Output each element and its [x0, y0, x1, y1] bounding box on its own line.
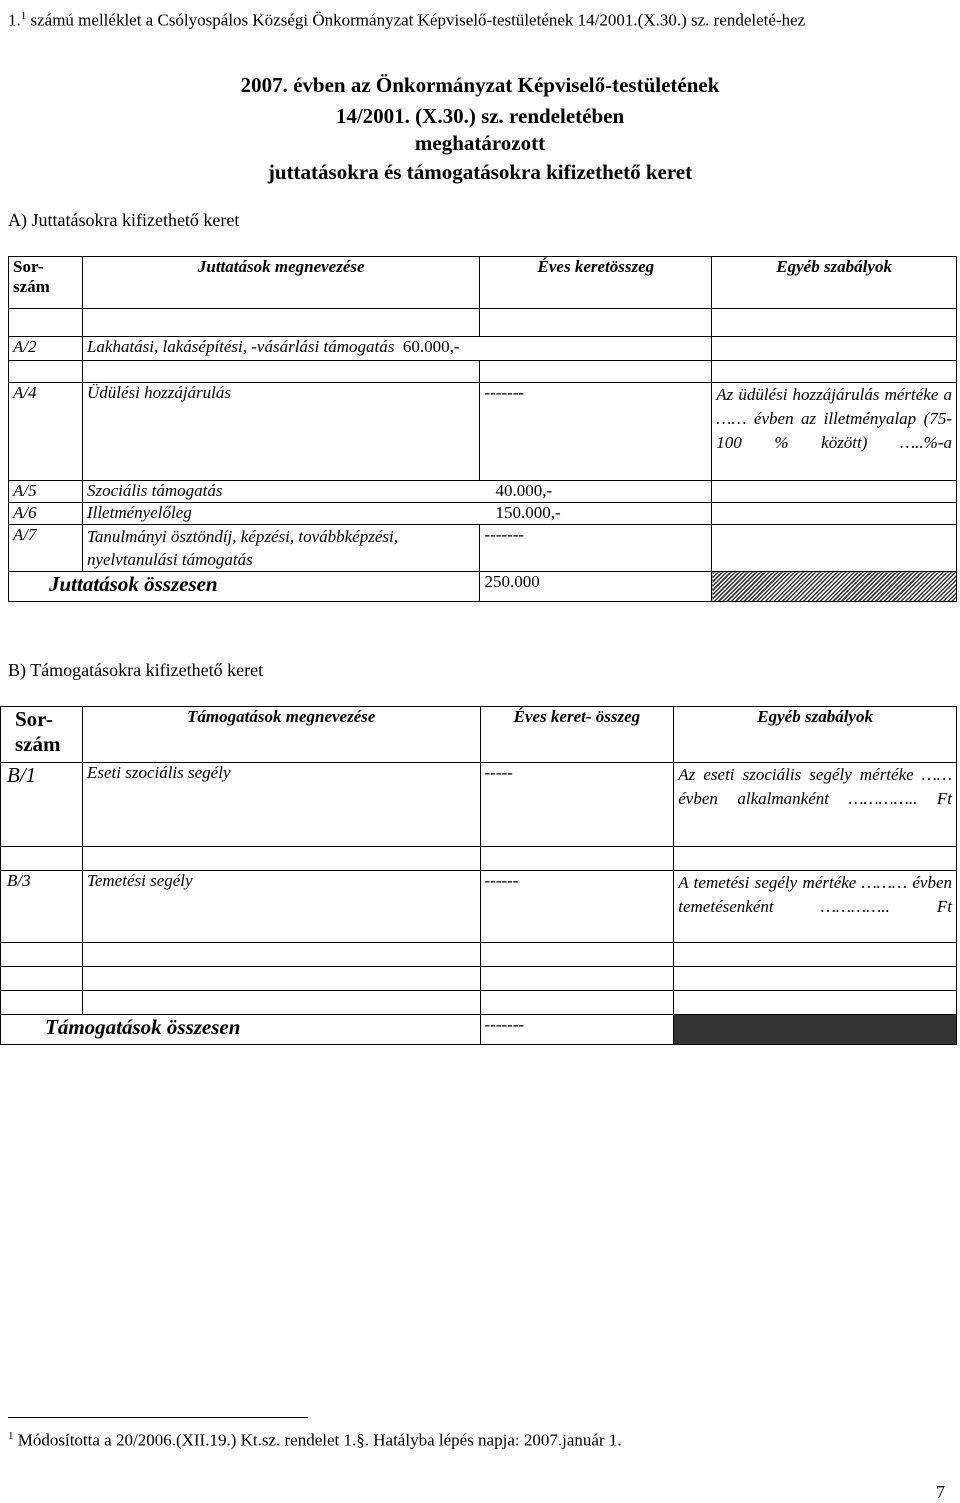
- total-row: [1, 1015, 957, 1045]
- footnote-divider: [8, 1417, 308, 1418]
- row-name: Lakhatási, lakásépítési, -vásárlási támogatás 60.000,-: [82, 337, 711, 361]
- row-code: A/7: [9, 525, 83, 572]
- section-b-heading: B) Támogatásokra kifizethető keret: [8, 660, 264, 680]
- row-code: A/6: [9, 503, 83, 525]
- section-a-table: [8, 256, 957, 602]
- row-rules: Az üdülési hozzájárulás mértéke a …… évben az illetményalap (75-100 % között) …..%-a: [712, 383, 957, 481]
- footnote-ref: 1: [8, 1430, 14, 1442]
- row-amount: 40.000,-: [495, 481, 553, 500]
- table-row: [1, 967, 957, 991]
- col-header-amount: Éves keretösszeg: [480, 257, 712, 309]
- table-row: [1, 763, 957, 847]
- row-code: A/5: [9, 481, 83, 503]
- col-header-rules: Egyéb szabályok: [712, 257, 957, 309]
- col-header-amount: Éves keret- összeg: [480, 707, 674, 763]
- table-header-row: [1, 707, 957, 763]
- row-amount: -------: [480, 383, 712, 481]
- table-row: [1, 991, 957, 1015]
- table-row: [9, 481, 957, 503]
- row-name: Temetési segély: [82, 871, 480, 943]
- total-amount: 250.000: [480, 572, 712, 602]
- title-line-3: meghatározott: [414, 131, 546, 155]
- total-row: [9, 572, 957, 602]
- row-amount: 150.000,-: [495, 503, 561, 522]
- table-row: [1, 871, 957, 943]
- row-rules: Az eseti szociális segély mértéke …… évben alkalmanként ………….. Ft: [674, 763, 957, 847]
- total-label: Támogatások összesen: [1, 1015, 481, 1045]
- table-row: [9, 309, 957, 337]
- footnote-text: Módosította a 20/2006.(XII.19.) Kt.sz. rendelet 1.§. Hatályba lépés napja: 2007.január 1.: [13, 1430, 622, 1450]
- row-code: A/4: [9, 383, 83, 481]
- col-header-name: Juttatások megnevezése: [82, 257, 480, 309]
- row-name: Üdülési hozzájárulás: [82, 383, 480, 481]
- col-header-rules: Egyéb szabályok: [674, 707, 957, 763]
- header-number: 1.: [8, 10, 21, 30]
- table-row: [9, 525, 957, 572]
- table-row: [9, 361, 957, 383]
- table-header-row: [9, 257, 957, 309]
- row-code: B/3: [1, 871, 83, 943]
- title-line-1: 2007. évben az Önkormányzat Képviselő-testületének: [240, 73, 720, 97]
- page-number: 7: [936, 1482, 945, 1502]
- row-amount: ------: [480, 871, 674, 943]
- section-a-heading: A) Juttatásokra kifizethető keret: [8, 210, 240, 230]
- row-code: A/2: [9, 337, 83, 361]
- footnote: [8, 1430, 622, 1451]
- section-b-table: [0, 706, 957, 1045]
- table-row: [9, 503, 957, 525]
- header-footnote-ref: 1: [20, 10, 27, 22]
- title-line-4: juttatásokra és támogatásokra kifizethető keret: [267, 160, 693, 184]
- table-row: [1, 943, 957, 967]
- col-header-name: Támogatások megnevezése: [82, 707, 480, 763]
- table-row: [1, 847, 957, 871]
- header-text: számú melléklet a Csólyospálos Községi Önkormányzat Képviselő-testületének 14/2001.(X.30.) sz. rendeleté-hez: [26, 10, 806, 30]
- table-row: [9, 337, 957, 361]
- row-code: B/1: [1, 763, 83, 847]
- col-header-sor: Sor-szám: [1, 707, 83, 763]
- row-rules: A temetési segély mértéke ……… évben temetésenként ………….. Ft: [674, 871, 957, 943]
- shaded-cell: [674, 1015, 957, 1045]
- row-amount: -----: [480, 763, 674, 847]
- table-row: [9, 383, 957, 481]
- row-name: Tanulmányi ösztöndíj, képzési, továbbképzési, nyelvtanulási támogatás: [82, 525, 480, 572]
- row-name: Eseti szociális segély: [82, 763, 480, 847]
- total-amount: -------: [480, 1015, 674, 1045]
- hatched-cell: [712, 572, 957, 602]
- row-amount: 60.000,-: [402, 337, 460, 356]
- row-amount: -------: [480, 525, 712, 572]
- col-header-sor: Sor-szám: [9, 257, 83, 309]
- row-name: Szociális támogatás 40.000,-: [82, 481, 711, 503]
- row-name: Illetményelőleg 150.000,-: [82, 503, 711, 525]
- title-line-2: 14/2001. (X.30.) sz. rendeletében: [335, 104, 625, 128]
- document-header: [8, 4, 948, 33]
- total-label: Juttatások összesen: [9, 572, 480, 602]
